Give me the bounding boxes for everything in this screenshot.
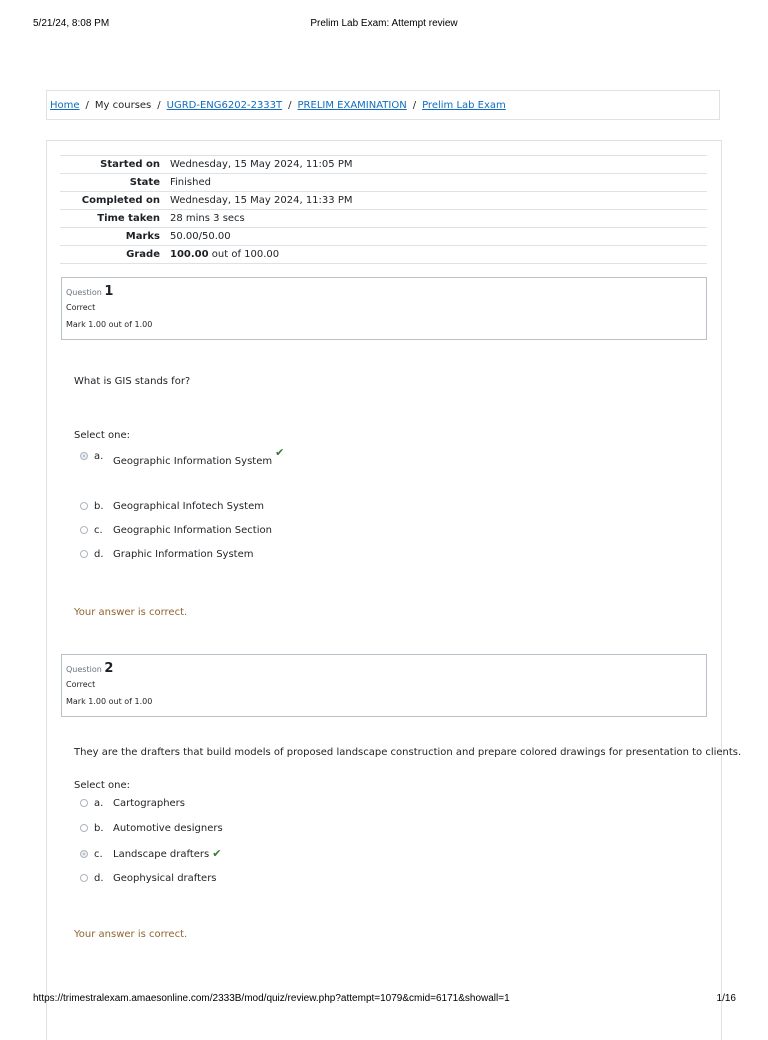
grade-out-of: out of 100.00 [208,249,280,260]
summary-label: Time taken [97,213,160,224]
checkmark-icon: ✔ [212,847,222,860]
summary-value: Finished [170,177,211,188]
summary-row [60,246,707,264]
summary-value: 50.00/50.00 [170,231,231,242]
summary-label: State [129,177,160,188]
summary-value [170,246,707,264]
option-text: Geographic Information System [113,456,273,467]
answer-option[interactable] [80,524,272,538]
breadcrumb-home-link[interactable]: Home [50,100,80,111]
breadcrumb-section-link[interactable]: PRELIM EXAMINATION [297,100,407,111]
breadcrumb-quiz-link[interactable]: Prelim Lab Exam [422,100,506,111]
summary-label: Marks [125,231,160,242]
summary-value: Wednesday, 15 May 2024, 11:33 PM [170,195,353,206]
summary-row [60,174,707,192]
option-letter: c. [94,849,103,860]
question-label: Question [66,288,102,297]
summary-label: Started on [100,159,160,170]
option-letter: b. [94,501,104,512]
radio-icon[interactable] [80,550,88,558]
answer-option[interactable] [80,500,264,514]
question-mark: Mark 1.00 out of 1.00 [66,697,153,706]
feedback-text: Your answer is correct. [74,929,188,940]
breadcrumb-separator: / [288,100,292,111]
option-text: Automotive designers [113,823,223,834]
summary-label: Completed on [81,195,160,206]
checkmark-icon: ✔ [275,446,285,459]
option-text: Graphic Information System [113,549,254,560]
question-number: 1 [104,284,114,299]
question-info [61,654,707,717]
grade-value: 100.00 [170,249,209,260]
option-letter: c. [94,525,103,536]
answer-option[interactable] [80,822,223,836]
option-letter: b. [94,823,104,834]
breadcrumb-separator: / [85,100,89,111]
option-text: Cartographers [113,798,186,809]
option-letter: d. [94,873,104,884]
answer-option[interactable] [80,446,285,467]
select-one-prompt: Select one: [74,430,131,441]
option-text: Landscape drafters [113,849,210,860]
question-label: Question [66,665,102,674]
breadcrumb-separator: / [412,100,417,111]
radio-icon[interactable] [80,799,88,807]
question-text: They are the drafters that build models of proposed landscape construction and prepare colored drawings for presentation to clients. [74,747,742,758]
breadcrumb-my-courses: My courses [94,100,152,111]
radio-icon[interactable] [80,824,88,832]
breadcrumb-course-link[interactable]: UGRD-ENG6202-2333T [166,100,283,111]
breadcrumb-separator: / [157,100,161,111]
print-header [0,18,768,32]
summary-row [60,156,707,174]
answer-option[interactable] [80,872,217,886]
summary-row [60,192,707,210]
question-state: Correct [66,303,96,312]
option-text: Geographic Information Section [113,525,272,536]
question-info [61,277,707,340]
option-letter: a. [94,451,104,462]
summary-label: Grade [126,249,160,260]
question-mark: Mark 1.00 out of 1.00 [66,320,153,329]
radio-icon[interactable] [80,452,88,460]
radio-icon[interactable] [80,502,88,510]
feedback-text: Your answer is correct. [74,607,188,618]
attempt-summary-table [60,155,707,264]
radio-icon[interactable] [80,850,88,858]
summary-row [60,228,707,246]
select-one-prompt: Select one: [74,780,131,791]
option-letter: a. [94,798,104,809]
breadcrumb [46,90,720,120]
radio-icon[interactable] [80,526,88,534]
print-footer [0,993,768,1007]
answer-option[interactable] [80,548,253,562]
answer-option[interactable] [80,847,221,861]
summary-value: Wednesday, 15 May 2024, 11:05 PM [170,159,353,170]
option-letter: d. [94,549,104,560]
question-number: 2 [104,661,114,676]
summary-row [60,210,707,228]
question-state: Correct [66,680,96,689]
option-text: Geographical Infotech System [113,501,264,512]
print-title: Prelim Lab Exam: Attempt review [310,18,458,29]
question-text: What is GIS stands for? [74,376,191,387]
answer-option[interactable] [80,797,185,811]
print-datetime: 5/21/24, 8:08 PM [33,18,110,29]
print-url: https://trimestralexam.amaesonline.com/2333B/mod/quiz/review.php?attempt=1079&cmid=6171&showall=1 [33,993,510,1004]
radio-icon[interactable] [80,874,88,882]
summary-value: 28 mins 3 secs [170,213,245,224]
print-page-number: 1/16 [716,993,736,1004]
main-region [46,140,722,1040]
option-text: Geophysical drafters [113,873,217,884]
